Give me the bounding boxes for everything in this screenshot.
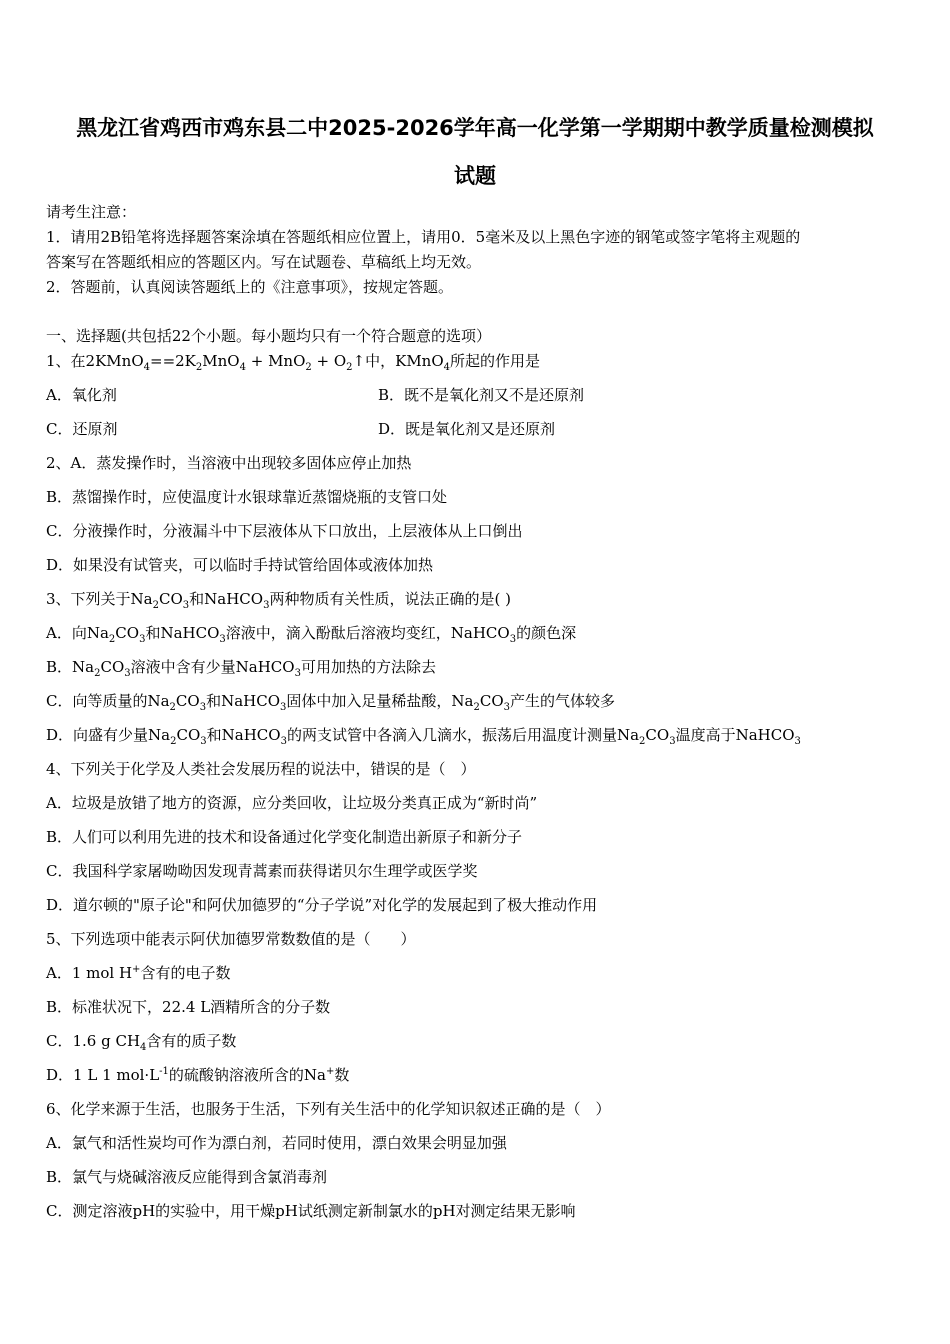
notice-heading: 请考生注意： [46,203,137,221]
q6-option-c: C．测定溶液pH的实验中，用干燥pH试纸测定新制氯水的pH对测定结果无影响 [46,1202,576,1220]
notice-item-2: 2．答题前，认真阅读答题纸上的《注意事项》，按规定答题。 [46,278,454,296]
q2-option-b: B．蒸馏操作时，应使温度计水银球靠近蒸馏烧瓶的支管口处 [46,488,448,506]
q5-option-b: B．标准状况下，22.4 L酒精所含的分子数 [46,998,331,1016]
q2-option-a: 2、A．蒸发操作时，当溶液中出现较多固体应停止加热 [46,454,412,472]
q1-option-d: D．既是氧化剂又是还原剂 [378,420,556,438]
section-heading: 一、选择题(共包括22个小题。每小题均只有一个符合题意的选项） [46,327,491,345]
q5-option-c: C．1.6 g $CH_4$含有的质子数 [46,1032,237,1053]
q1-option-b: B．既不是氧化剂又不是还原剂 [378,386,585,404]
q3-option-a: A．向$Na_2CO_3$和NaHCO$_3$溶液中，滴入酚酞后溶液均变红，NaHCO$_3$的颜色深 [46,624,577,645]
q2-option-d: D．如果没有试管夹，可以临时手持试管给固体或液体加热 [46,556,434,574]
q4-option-c: C．我国科学家屠呦呦因发现青蒿素而获得诺贝尔生理学或医学奖 [46,862,478,880]
document-title-line2: 试题 [454,164,496,188]
q3-stem: 3、下列关于$Na_2CO_3$和NaHCO$_3$两种物质有关性质，说法正确的是( ) [46,590,511,611]
q6-stem: 6、化学来源于生活，也服务于生活，下列有关生活中的化学知识叙述正确的是（ ） [46,1100,611,1118]
q1-option-c: C．还原剂 [46,420,118,438]
q5-option-d: D．1 L 1 $mol\cdot L^{-1}$的硫酸钠溶液所含的Na+数 [46,1066,350,1084]
q5-option-a: A．1 mol H+含有的电子数 [46,964,231,982]
notice-item-1b: 答案写在答题纸相应的答题区内。写在试题卷、草稿纸上均无效。 [46,253,482,271]
q4-option-b: B．人们可以利用先进的技术和设备通过化学变化制造出新原子和新分子 [46,828,523,846]
document-title-line1: 黑龙江省鸡西市鸡东县二中2025-2026学年高一化学第一学期期中教学质量检测模拟 [76,116,874,140]
q5-stem: 5、下列选项中能表示阿伏加德罗常数数值的是（ ） [46,930,416,948]
q1-option-a: A．氧化剂 [46,386,117,404]
q3-option-d: D．向盛有少量$Na_2CO_3$和NaHCO$_3$的两支试管中各滴入几滴水，振荡后用温度计测量$Na_2CO_3$温度高于NaHCO$_3$ [46,726,801,747]
q6-option-b: B．氯气与烧碱溶液反应能得到含氯消毒剂 [46,1168,328,1186]
q3-option-b: B．$Na_2CO_3$溶液中含有少量NaHCO$_3$可用加热的方法除去 [46,658,436,679]
q4-option-a: A．垃圾是放错了地方的资源，应分类回收，让垃圾分类真正成为“新时尚” [46,794,538,812]
notice-item-1a: 1．请用2B铅笔将选择题答案涂填在答题纸相应位置上，请用0．5毫米及以上黑色字迹的钢笔或签字笔将主观题的 [46,228,801,246]
q4-stem: 4、下列关于化学及人类社会发展历程的说法中，错误的是（ ） [46,760,476,778]
q6-option-a: A．氯气和活性炭均可作为漂白剂，若同时使用，漂白效果会明显加强 [46,1134,507,1152]
q1-stem: 1、在$2KMnO_4==2K_2MnO_4 + MnO_2$ + $O_2↑$中，KMnO$_4$所起的作用是 [46,352,541,373]
q4-option-d: D．道尔顿的"原子论"和阿伏加德罗的“分子学说”对化学的发展起到了极大推动作用 [46,896,598,914]
q2-option-c: C．分液操作时，分液漏斗中下层液体从下口放出，上层液体从上口倒出 [46,522,523,540]
q3-option-c: C．向等质量的$Na_2CO_3$和NaHCO$_3$固体中加入足量稀盐酸，$Na_2CO_3$产生的气体较多 [46,692,616,713]
